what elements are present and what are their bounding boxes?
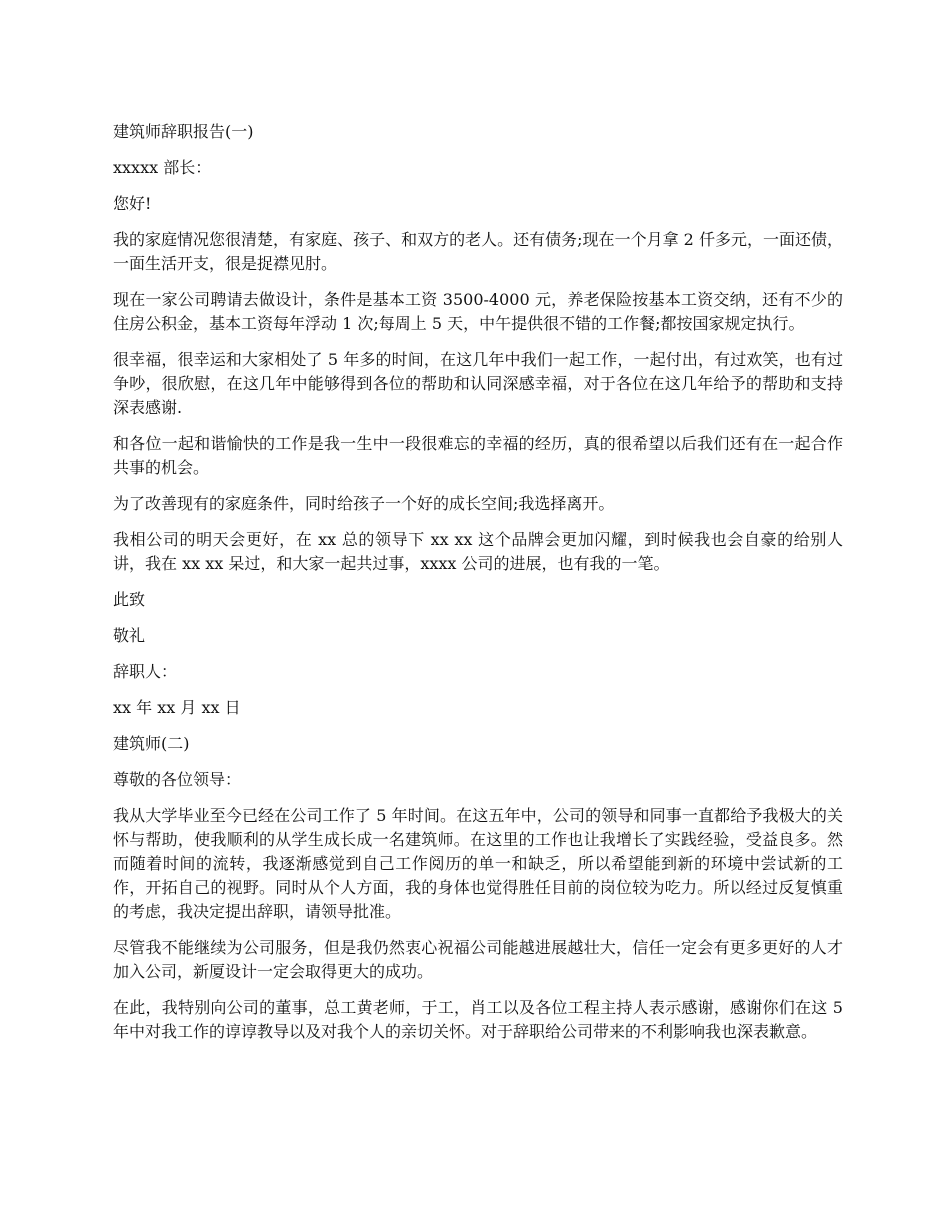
body-paragraph-thanks: 很幸福，很幸运和大家相处了 5 年多的时间，在这几年中我们一起工作，一起付出，有过欢笑，也有过争吵，很欣慰，在这几年中能够得到各位的帮助和认同深感幸福，对于各位在这几年给予的帮助和支持深表感谢. [113, 350, 843, 417]
body-paragraph-gratitude: 在此，我特别向公司的董事，总工黄老师，于工，肖工以及各位工程主持人表示感谢，感谢你们在这 5 年中对我工作的谆谆教导以及对我个人的亲切关怀。对于辞职给公司带来的不利影响我也深表歉意。 [113, 998, 843, 1041]
doc-title-2: 建筑师(二) [113, 734, 190, 753]
closing-cizhi: 此致 [113, 590, 146, 609]
signature-label: 辞职人： [113, 662, 178, 681]
body-paragraph-offer: 现在一家公司聘请去做设计，条件是基本工资 3500-4000 元，养老保险按基本工资交纳，还有不少的住房公积金，基本工资每年浮动 1 次;每周上 5 天，中午提供很不错的工作餐;都按国家规定执行。 [113, 290, 843, 333]
date-line: xx 年 xx 月 xx 日 [113, 698, 241, 717]
salutation-2: 尊敬的各位领导： [113, 770, 242, 789]
greeting: 您好! [113, 194, 152, 213]
closing-jingli: 敬礼 [113, 626, 146, 645]
body-paragraph-future: 我相公司的明天会更好，在 xx 总的领导下 xx xx 这个品牌会更加闪耀，到时候我也会自豪的给别人讲，我在 xx xx 呆过，和大家一起共过事，xxxx 公司的进展，也有我的一笔。 [113, 530, 843, 573]
doc-title-1: 建筑师辞职报告(一) [113, 122, 254, 141]
body-paragraph-family: 我的家庭情况您很清楚，有家庭、孩子、和双方的老人。还有债务;现在一个月拿 2 仟多元，一面还债，一面生活开支，很是捉襟见肘。 [113, 230, 843, 273]
body-paragraph-career: 我从大学毕业至今已经在公司工作了 5 年时间。在这五年中，公司的领导和同事一直都给予我极大的关怀与帮助，使我顺利的从学生成长成一名建筑师。在这里的工作也让我增长了实践经验，受益良多。然而随着时间的流转，我逐渐感觉到自己工作阅历的单一和缺乏，所以希望能到新的环境中尝试新的工作，开拓自己的视野。同时从个人方面，我的身体也觉得胜任目前的岗位较为吃力。所以经过反复慎重的考虑，我决定提出辞职，请领导批准。 [113, 806, 843, 921]
document-page [113, 120, 843, 1056]
salutation-1: xxxxx 部长： [113, 158, 212, 177]
body-paragraph-reason: 为了改善现有的家庭条件，同时给孩子一个好的成长空间;我选择离开。 [113, 494, 615, 513]
body-paragraph-wishes: 尽管我不能继续为公司服务，但是我仍然衷心祝福公司能越进展越壮大，信任一定会有更多更好的人才加入公司，新厦设计一定会取得更大的成功。 [113, 938, 843, 981]
body-paragraph-memory: 和各位一起和谐愉快的工作是我一生中一段很难忘的幸福的经历，真的很希望以后我们还有在一起合作共事的机会。 [113, 434, 843, 477]
